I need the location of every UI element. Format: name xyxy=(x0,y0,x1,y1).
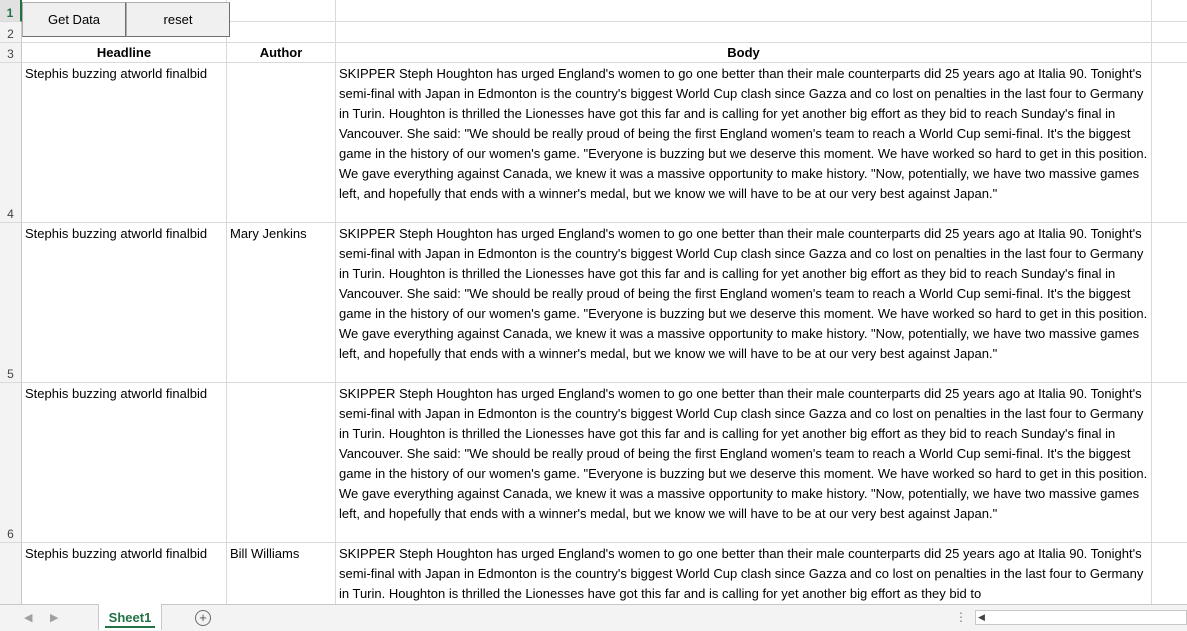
column-header-body[interactable]: Body xyxy=(727,45,760,60)
cell-body[interactable]: SKIPPER Steph Houghton has urged England's women to go one better than their male counterparts did 25 years ago at Italia 90. Tonight's semi-final with Japan in Edmonton is the country's biggest World Cup clash since Gazza and co lost on penalties in the last four to Germany in Turin. Houghton is thrilled the Lionesses have got this far and is calling for yet another big effort as they bid to reach Sunday's final in Vancouver. She said: "We should be really proud of being the first England women's team to reach a World Cup semi-final. It's the biggest game in the history of our women's game. "Everyone is buzzing but we deserve this moment. We have worked so hard to get in this position. We gave everything against Canada, we knew it was a massive opportunity to make history. "Now, potentially, we have two massive games left, and hopefully that ends with a winner's medal, but we know we will have to be at our very best against Japan." xyxy=(339,66,1148,201)
cell-author[interactable] xyxy=(227,63,335,83)
cell-body[interactable]: SKIPPER Steph Houghton has urged England's women to go one better than their male counterparts did 25 years ago at Italia 90. Tonight's semi-final with Japan in Edmonton is the country's biggest World Cup clash since Gazza and co lost on penalties in the last four to Germany in Turin. Houghton is thrilled the Lionesses have got this far and is calling for yet another big effort as they bid to xyxy=(339,546,1144,601)
horizontal-scrollbar[interactable] xyxy=(975,610,1187,625)
sheet-tab-sheet1[interactable]: Sheet1 xyxy=(98,604,162,630)
row-header-5[interactable]: 5 xyxy=(0,223,22,383)
cell-author[interactable]: Mary Jenkins xyxy=(230,226,307,241)
gridline xyxy=(1151,0,1152,604)
cell-author[interactable] xyxy=(227,383,335,403)
row-header-2[interactable]: 2 xyxy=(0,22,22,43)
sheet-tab-bar xyxy=(0,604,1187,631)
scroll-tabs-right-icon[interactable]: ▶ xyxy=(50,612,59,624)
get-data-button[interactable]: Get Data xyxy=(22,2,126,37)
cell-headline[interactable]: Stephis buzzing atworld finalbid xyxy=(25,66,208,81)
more-options-icon[interactable]: ⋮ xyxy=(955,610,967,624)
cell-author[interactable]: Bill Williams xyxy=(230,546,300,561)
row-header-7[interactable] xyxy=(0,543,22,604)
cell-headline[interactable]: Stephis buzzing atworld finalbid xyxy=(25,546,208,561)
row-header-6[interactable]: 6 xyxy=(0,383,22,543)
cell-headline[interactable]: Stephis buzzing atworld finalbid xyxy=(25,386,208,401)
cell-body[interactable]: SKIPPER Steph Houghton has urged England's women to go one better than their male counterparts did 25 years ago at Italia 90. Tonight's semi-final with Japan in Edmonton is the country's biggest World Cup clash since Gazza and co lost on penalties in the last four to Germany in Turin. Houghton is thrilled the Lionesses have got this far and is calling for yet another big effort as they bid to reach Sunday's final in Vancouver. She said: "We should be really proud of being the first England women's team to reach a World Cup semi-final. It's the biggest game in the history of our women's game. "Everyone is buzzing but we deserve this moment. We have worked so hard to get in this position. We gave everything against Canada, we knew it was a massive opportunity to make history. "Now, potentially, we have two massive games left, and hopefully that ends with a winner's medal, but we know we will have to be at our very best against Japan." xyxy=(339,226,1148,361)
row-header-4[interactable]: 4 xyxy=(0,63,22,223)
scroll-left-arrow-icon[interactable]: ◀ xyxy=(978,612,985,622)
row-header-3[interactable]: 3 xyxy=(0,43,22,63)
scroll-tabs-left-icon[interactable]: ◀ xyxy=(24,612,33,624)
row-header-1[interactable]: 1 xyxy=(0,0,22,22)
reset-button[interactable]: reset xyxy=(126,2,230,37)
add-sheet-icon[interactable]: + xyxy=(195,610,211,626)
column-header-headline[interactable]: Headline xyxy=(96,45,152,60)
cell-headline[interactable]: Stephis buzzing atworld finalbid xyxy=(25,226,208,241)
cell-body[interactable]: SKIPPER Steph Houghton has urged England's women to go one better than their male counterparts did 25 years ago at Italia 90. Tonight's semi-final with Japan in Edmonton is the country's biggest World Cup clash since Gazza and co lost on penalties in the last four to Germany in Turin. Houghton is thrilled the Lionesses have got this far and is calling for yet another big effort as they bid to reach Sunday's final in Vancouver. She said: "We should be really proud of being the first England women's team to reach a World Cup semi-final. It's the biggest game in the history of our women's game. "Everyone is buzzing but we deserve this moment. We have worked so hard to get in this position. We gave everything against Canada, we knew it was a massive opportunity to make history. "Now, potentially, we have two massive games left, and hopefully that ends with a winner's medal, but we know we will have to be at our very best against Japan." xyxy=(339,386,1148,521)
gridline xyxy=(226,0,227,604)
column-header-author[interactable]: Author xyxy=(259,45,303,60)
